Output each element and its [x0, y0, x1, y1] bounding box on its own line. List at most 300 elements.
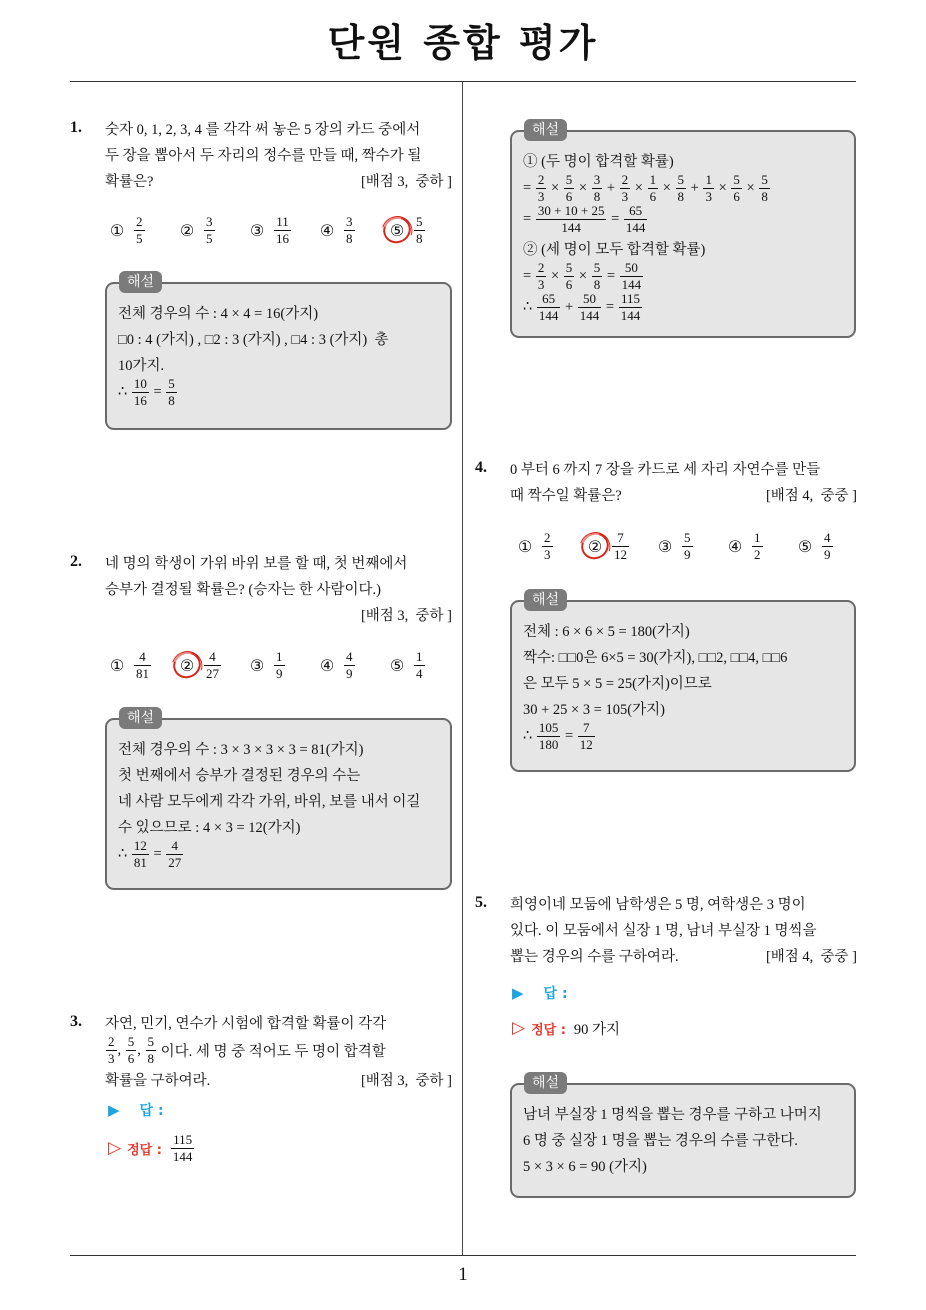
answer-option	[318, 650, 388, 681]
answer-row	[108, 1095, 164, 1125]
fraction	[578, 721, 595, 752]
text-run: =	[149, 384, 166, 400]
option-mark: ②	[179, 655, 195, 675]
question-text-line	[105, 115, 452, 141]
explanation-line	[523, 1100, 846, 1126]
text-run: 네 사람 모두에게 각각 가위, 바위, 보를 내서 이길	[118, 793, 421, 810]
fraction-denominator: 6	[565, 189, 573, 204]
fraction-denominator: 3	[108, 1051, 115, 1066]
fraction-denominator: 6	[565, 277, 573, 292]
correct-arrow-icon: ▷	[108, 1138, 122, 1158]
option-mark: ⑤	[389, 220, 405, 240]
question-text-line	[105, 575, 452, 601]
fraction	[731, 173, 742, 204]
explanation-line	[118, 735, 442, 761]
page-number: 1	[458, 1264, 468, 1285]
text-run: +	[603, 180, 619, 196]
answer-option	[248, 215, 318, 246]
text-run: 전체 : 6 × 6 × 5 = 180(가지)	[523, 623, 690, 640]
fraction-numerator: 5	[593, 260, 601, 275]
question-text-line	[510, 916, 857, 942]
explanation-line	[118, 377, 442, 408]
explanation-box	[105, 710, 452, 890]
text-run: ② (세 명이 모두 합격할 확률)	[523, 241, 706, 258]
option-mark: ④	[319, 655, 335, 675]
question-text-line	[105, 549, 452, 575]
explanation-text	[523, 1100, 846, 1178]
text-run: 확률을 구하여라.	[105, 1072, 211, 1089]
fraction	[682, 531, 693, 562]
question-text-line	[510, 481, 857, 507]
fraction-denominator: 9	[824, 546, 831, 562]
fraction-denominator: 8	[168, 393, 175, 408]
fraction	[648, 173, 659, 204]
fraction-denominator: 8	[593, 277, 601, 292]
option-mark: ①	[109, 220, 125, 240]
fraction-numerator: 115	[173, 1131, 193, 1147]
fraction	[204, 650, 221, 681]
fraction-numerator: 30 + 10 + 25	[537, 203, 605, 218]
fraction-denominator: 8	[593, 189, 601, 204]
score-info: [배점 3, 중하 ]	[360, 173, 452, 190]
text-run: 은 모두 5 × 5 = 25(가지)이므로	[523, 675, 712, 692]
explanation-line	[523, 669, 846, 695]
answer-option	[248, 650, 318, 681]
explanation-line	[523, 643, 846, 669]
text-run: 90 가지	[573, 1021, 621, 1038]
explanation-line	[523, 292, 846, 323]
text-run: 확률은?	[105, 173, 154, 190]
text-run: ×	[547, 180, 563, 196]
fraction-denominator: 180	[538, 737, 559, 752]
question-text	[105, 1009, 452, 1092]
answer-option	[796, 531, 866, 562]
fraction	[204, 215, 215, 246]
text-run: 승부가 결정될 확률은? (승자는 한 사람이다.)	[105, 581, 381, 598]
fraction-numerator: 5	[684, 529, 691, 545]
question-text	[105, 549, 452, 627]
text-run: ∴	[118, 846, 131, 862]
correct-answer-label: 정답 :	[127, 1142, 162, 1158]
fraction-denominator: 5	[206, 230, 213, 246]
text-run: 전체 경우의 수 : 4 × 4 = 16(가지)	[118, 305, 319, 322]
text-run: ∴	[523, 728, 536, 744]
fraction	[620, 261, 644, 292]
fraction-denominator: 81	[133, 855, 147, 870]
explanation-line	[523, 695, 846, 721]
fraction-numerator: 5	[565, 172, 573, 187]
question-1	[70, 115, 452, 193]
explanation-line	[523, 204, 846, 235]
answer-option	[516, 531, 586, 562]
fraction	[564, 261, 575, 292]
question-3	[70, 1009, 452, 1092]
explanation-tag: 해설	[524, 119, 567, 141]
fraction-denominator: 144	[620, 308, 641, 323]
fraction	[542, 531, 553, 562]
answer-option	[388, 215, 458, 246]
fraction-numerator: 10	[133, 376, 147, 391]
fraction-numerator: 4	[171, 838, 179, 853]
text-run: ,	[117, 1042, 125, 1058]
question-text	[510, 455, 857, 507]
question-number: 3.	[70, 1013, 82, 1030]
fraction-denominator: 8	[147, 1051, 154, 1066]
text-run: 자연, 민기, 연수가 시험에 합격할 확률이 각각	[105, 1015, 387, 1032]
fraction	[166, 839, 183, 870]
correct-arrow-icon: ▷	[512, 1018, 526, 1038]
fraction-numerator: 5	[761, 172, 768, 187]
answer-arrow-icon: ▶	[512, 984, 524, 1002]
correct-answer-value	[574, 1018, 620, 1039]
fraction-numerator: 5	[147, 1034, 154, 1049]
answer-option	[178, 650, 248, 681]
question-text-line	[510, 942, 857, 968]
column-divider	[462, 82, 463, 1256]
fraction-numerator: 3	[593, 172, 601, 187]
fraction-numerator: 12	[133, 838, 147, 853]
question-4	[475, 455, 857, 507]
question-text-line	[510, 455, 857, 481]
fraction-numerator: 4	[209, 648, 216, 664]
fraction-numerator: 1	[276, 648, 283, 664]
fraction	[759, 173, 770, 204]
fraction	[620, 173, 631, 204]
fraction-denominator: 6	[127, 1051, 135, 1066]
option-mark: ③	[657, 536, 673, 556]
explanation-text	[523, 147, 846, 323]
text-run: ∴	[523, 299, 536, 315]
explanation-tag: 해설	[524, 1072, 567, 1094]
explanation-line	[118, 325, 442, 351]
explanation-line	[523, 147, 846, 173]
text-run: ×	[714, 180, 731, 196]
fraction-denominator: 27	[168, 855, 182, 870]
text-run: 첫 번째에서 승부가 결정된 경우의 수는	[118, 767, 361, 784]
explanation-text	[118, 735, 442, 870]
answer-option	[388, 650, 458, 681]
text-run: 5 × 3 × 6 = 90 (가지)	[523, 1158, 647, 1175]
option-mark: ④	[319, 220, 335, 240]
text-run: =	[561, 728, 577, 744]
text-run: 전체 경우의 수 : 3 × 3 × 3 × 3 = 81(가지)	[118, 741, 364, 758]
question-text-line	[105, 1009, 452, 1035]
explanation-line	[118, 813, 442, 839]
explanation-line	[523, 617, 846, 643]
option-mark: ⑤	[389, 655, 405, 675]
text-run: ∴	[118, 384, 131, 400]
fraction	[592, 173, 603, 204]
fraction-numerator: 65	[629, 203, 643, 218]
fraction-numerator: 2	[537, 260, 545, 275]
text-run: 남녀 부실장 1 명씩을 뽑는 경우를 구하고 나머지	[523, 1106, 822, 1123]
fraction-numerator: 2	[621, 172, 629, 187]
fraction	[752, 531, 763, 562]
answer-row	[512, 978, 568, 1008]
explanation-text	[523, 617, 846, 752]
option-mark: ①	[109, 655, 125, 675]
text-run: =	[523, 180, 535, 196]
text-run: =	[149, 846, 166, 862]
answer-label: 답 :	[543, 986, 568, 1002]
fraction-numerator: 1	[754, 529, 761, 545]
text-run: 0 부터 6 까지 7 장을 카드로 세 자리 자연수를 만들	[510, 461, 821, 478]
fraction-numerator: 2	[544, 529, 551, 545]
answer-option	[178, 215, 248, 246]
text-run: 숫자 0, 1, 2, 3, 4 를 각각 써 놓은 5 장의 카드 중에서	[105, 121, 421, 138]
option-mark: ①	[517, 536, 533, 556]
fraction	[578, 292, 602, 323]
option-mark: ②	[587, 536, 603, 556]
text-run: 때 짝수일 확률은?	[510, 487, 622, 504]
fraction-numerator: 4	[139, 648, 146, 664]
answer-option	[726, 531, 796, 562]
fraction-numerator: 5	[416, 213, 423, 229]
fraction-denominator: 12	[614, 546, 627, 562]
fraction-numerator: 1	[416, 648, 423, 664]
answer-option	[318, 215, 388, 246]
fraction-denominator: 144	[579, 308, 600, 323]
fraction-numerator: 5	[168, 376, 175, 391]
answer-option	[108, 650, 178, 681]
answer-option	[108, 215, 178, 246]
text-run: 두 장을 뽑아서 두 자리의 정수를 만들 때, 짝수가 될	[105, 147, 422, 164]
fraction	[132, 377, 149, 408]
fraction-denominator: 81	[136, 665, 149, 681]
explanation-text	[118, 299, 442, 408]
page-title: 단원 종합 평가	[327, 21, 599, 65]
score-info: [배점 3, 중하 ]	[360, 607, 452, 624]
explanation-line	[523, 235, 846, 261]
fraction	[274, 650, 285, 681]
question-text	[105, 115, 452, 193]
fraction-denominator: 12	[579, 737, 593, 752]
explanation-line	[118, 839, 442, 870]
fraction-denominator: 8	[761, 189, 768, 204]
fraction-denominator: 144	[538, 308, 559, 323]
fraction-numerator: 4	[346, 648, 353, 664]
text-run: ×	[631, 180, 647, 196]
fraction-denominator: 3	[537, 277, 545, 292]
question-text-line	[105, 601, 452, 627]
fraction	[536, 261, 547, 292]
fraction	[134, 215, 145, 246]
fraction	[126, 1035, 137, 1066]
fraction-denominator: 144	[625, 220, 646, 235]
fraction	[132, 839, 149, 870]
fraction-numerator: 2	[136, 213, 143, 229]
fraction-denominator: 8	[416, 230, 423, 246]
score-info: [배점 4, 중중 ]	[765, 948, 857, 965]
fraction-numerator: 115	[620, 291, 640, 306]
fraction-denominator: 144	[536, 219, 607, 235]
fraction-denominator: 9	[276, 665, 283, 681]
explanation-tag: 해설	[119, 707, 162, 729]
fraction-numerator: 65	[542, 291, 556, 306]
fraction-numerator: 4	[824, 529, 831, 545]
fraction	[146, 1035, 157, 1066]
correct-answer-row	[512, 1013, 620, 1043]
fraction-denominator: 144	[621, 277, 642, 292]
text-run: ×	[659, 180, 675, 196]
fraction-denominator: 3	[544, 546, 551, 562]
fraction	[414, 215, 425, 246]
score-info: [배점 3, 중하 ]	[360, 1072, 452, 1089]
text-run: =	[602, 299, 618, 315]
correct-answer-label: 정답 :	[531, 1022, 566, 1038]
text-run: □0 : 4 (가지) , □2 : 3 (가지) , □4 : 3 (가지) 총	[118, 331, 389, 348]
text-run: =	[523, 268, 535, 284]
explanation-line	[118, 351, 442, 377]
fraction	[274, 215, 291, 246]
text-run: 수 있으므로 : 4 × 3 = 12(가지)	[118, 819, 301, 836]
answer-arrow-icon: ▶	[108, 1101, 120, 1119]
fraction-numerator: 1	[705, 172, 712, 187]
fraction-numerator: 2	[108, 1034, 115, 1049]
explanation-box	[510, 1075, 856, 1198]
fraction	[344, 215, 355, 246]
fraction-denominator: 3	[705, 189, 712, 204]
fraction	[134, 650, 151, 681]
fraction	[536, 204, 607, 235]
explanation-tag: 해설	[119, 271, 162, 293]
header-divider	[70, 81, 856, 82]
explanation-line	[523, 721, 846, 752]
fraction	[166, 377, 177, 408]
text-run: =	[603, 268, 619, 284]
fraction-numerator: 5	[677, 172, 684, 187]
fraction	[624, 204, 648, 235]
text-run: 6 명 중 실장 1 명을 뽑는 경우의 수를 구한다.	[523, 1132, 798, 1149]
text-run: 10가지.	[118, 357, 165, 374]
text-run: ,	[137, 1042, 145, 1058]
fraction-denominator: 2	[754, 546, 761, 562]
explanation-line	[523, 173, 846, 204]
answer-label: 답 :	[139, 1103, 164, 1119]
explanation-line	[118, 761, 442, 787]
answer-option	[586, 531, 656, 562]
text-run: +	[687, 180, 703, 196]
fraction	[612, 531, 629, 562]
fraction-denominator: 16	[133, 393, 147, 408]
answer-options	[108, 214, 458, 246]
explanation-line	[523, 261, 846, 292]
fraction	[537, 721, 561, 752]
correct-answer-value	[170, 1133, 196, 1164]
fraction	[106, 1035, 117, 1066]
question-number: 4.	[475, 459, 487, 476]
question-text-line	[105, 141, 452, 167]
text-run: 이다. 세 명 중 적어도 두 명이 합격할	[157, 1044, 386, 1060]
footer-divider	[70, 1255, 856, 1256]
fraction-numerator: 5	[127, 1034, 135, 1049]
fraction-denominator: 16	[276, 230, 289, 246]
text-run: ×	[547, 268, 563, 284]
fraction-denominator: 3	[621, 189, 629, 204]
option-mark: ⑤	[797, 536, 813, 556]
question-number: 5.	[475, 894, 487, 911]
fraction-denominator: 6	[733, 189, 740, 204]
fraction-numerator: 3	[346, 213, 353, 229]
explanation-line	[523, 1126, 846, 1152]
fraction-denominator: 27	[206, 665, 219, 681]
option-mark: ③	[249, 655, 265, 675]
text-run: 희영이네 모둠에 남학생은 5 명, 여학생은 3 명이	[510, 896, 806, 913]
fraction-denominator: 4	[416, 665, 423, 681]
explanation-line	[523, 1152, 846, 1178]
question-text-line	[510, 890, 857, 916]
fraction	[619, 292, 643, 323]
fraction-numerator: 5	[565, 260, 573, 275]
text-run: +	[561, 299, 577, 315]
explanation-tag: 해설	[524, 589, 567, 611]
answer-option	[656, 531, 726, 562]
option-mark: ③	[249, 220, 265, 240]
question-5	[475, 890, 857, 968]
text-run: ×	[575, 180, 591, 196]
text-run: ×	[575, 268, 591, 284]
fraction-denominator: 6	[649, 189, 657, 204]
text-run: 뽑는 경우의 수를 구하여라.	[510, 948, 679, 965]
text-run: 네 명의 학생이 가위 바위 보를 할 때, 첫 번째에서	[105, 555, 408, 572]
fraction-numerator: 7	[583, 720, 590, 735]
option-mark: ④	[727, 536, 743, 556]
option-mark: ②	[179, 220, 195, 240]
fraction-denominator: 3	[537, 189, 545, 204]
question-number: 1.	[70, 119, 82, 136]
fraction-numerator: 5	[733, 172, 740, 187]
question-text	[510, 890, 857, 968]
fraction-denominator: 8	[346, 230, 353, 246]
fraction-denominator: 5	[136, 230, 143, 246]
correct-answer-row	[108, 1133, 195, 1163]
question-text-line	[105, 1066, 452, 1092]
text-run: =	[607, 211, 623, 227]
explanation-box	[105, 274, 452, 430]
fraction-numerator: 105	[538, 720, 559, 735]
text-run: =	[523, 211, 535, 227]
fraction-denominator: 9	[684, 546, 691, 562]
text-run: ① (두 명이 합격할 확률)	[523, 153, 674, 170]
fraction	[171, 1133, 195, 1164]
explanation-box	[510, 592, 856, 772]
fraction-numerator: 1	[649, 172, 657, 187]
question-number: 2.	[70, 553, 82, 570]
fraction-denominator: 144	[172, 1148, 193, 1164]
fraction	[414, 650, 425, 681]
text-run: 짝수: □□0은 6×5 = 30(가지), □□2, □□4, □□6	[523, 649, 788, 666]
explanation-box	[510, 122, 856, 338]
fraction	[592, 261, 603, 292]
explanation-line	[118, 299, 442, 325]
fraction	[536, 173, 547, 204]
explanation-line	[118, 787, 442, 813]
fraction-numerator: 3	[206, 213, 213, 229]
question-text-line	[105, 1035, 452, 1066]
answer-options	[108, 649, 458, 681]
question-text-line	[105, 167, 452, 193]
fraction-numerator: 11	[276, 213, 289, 229]
text-run: ×	[742, 180, 759, 196]
fraction	[564, 173, 575, 204]
fraction	[537, 292, 561, 323]
fraction-numerator: 50	[624, 260, 638, 275]
fraction	[703, 173, 714, 204]
fraction-denominator: 8	[677, 189, 684, 204]
fraction-denominator: 9	[346, 665, 353, 681]
text-run: 30 + 25 × 3 = 105(가지)	[523, 701, 665, 718]
fraction-numerator: 2	[537, 172, 545, 187]
